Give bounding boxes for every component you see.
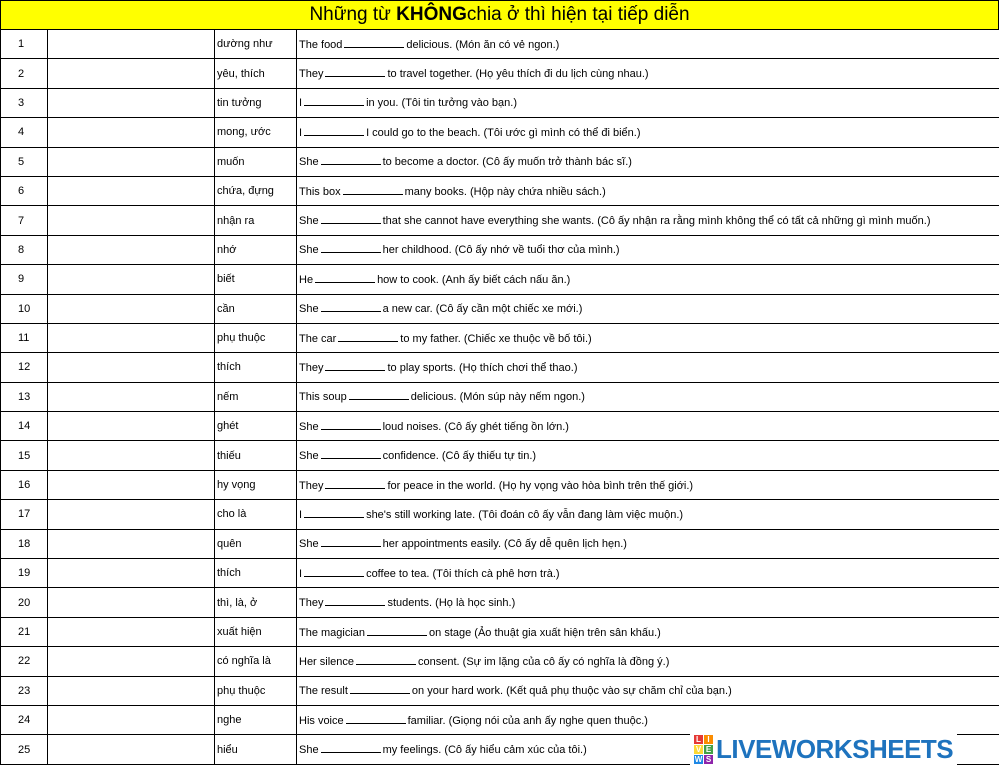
title-suffix: chia ở thì hiện tại tiếp diễn [466,4,690,25]
sentence-start: The result [299,685,348,698]
table-row [1,441,999,470]
table-row [1,676,999,705]
example-sentence [297,705,999,734]
vietnamese-meaning: phụ thuộc [215,676,297,705]
sentence-end: her childhood. (Cô ấy nhớ về tuổi thơ của mình.) [382,244,620,257]
table-row [1,705,999,734]
vietnamese-meaning: biết [215,265,297,294]
sentence-start: I [299,567,303,580]
sentence-blank [304,567,364,577]
sentence-end: delicious. (Món ăn có vẻ ngon.) [406,38,560,51]
vietnamese-meaning: thích [215,559,297,588]
row-number: 22 [1,647,48,676]
example-sentence [297,500,999,529]
logo-mark-cell: W [694,754,703,764]
row-number: 5 [1,147,48,176]
table-row [1,59,999,88]
sentence-end: confidence. (Cô ấy thiếu tự tin.) [382,450,537,463]
answer-input[interactable] [50,386,214,408]
answer-input[interactable] [50,63,214,85]
sentence-blank [321,743,381,753]
title-bold: KHÔNG [396,4,467,25]
answer-input[interactable] [50,151,214,173]
vietnamese-meaning: xuất hiện [215,617,297,646]
sentence-blank [321,302,381,312]
sentence-end: many books. (Hộp này chứa nhiều sách.) [404,185,606,198]
example-sentence [297,294,999,323]
sentence-end: on your hard work. (Kết quả phụ thuộc vào sự chăm chỉ của bạn.) [411,685,732,698]
sentence-end: on stage (Ảo thuật gia xuất hiện trên sân khấu.) [429,626,661,639]
table-row [1,206,999,235]
vietnamese-meaning: mong, ước [215,118,297,147]
sentence-end: my feelings. (Cô ấy hiểu cảm xúc của tôi.) [382,744,587,757]
answer-cell[interactable] [48,647,215,676]
row-number: 25 [1,735,48,764]
sentence-end: to play sports. (Họ thích chơi thể thao.) [387,361,578,374]
row-number: 6 [1,176,48,205]
row-number: 12 [1,353,48,382]
answer-input[interactable] [50,239,214,261]
vietnamese-meaning: nếm [215,382,297,411]
sentence-blank [321,420,381,430]
answer-input[interactable] [50,474,214,496]
row-number: 21 [1,617,48,646]
vietnamese-meaning: có nghĩa là [215,647,297,676]
answer-cell[interactable] [48,294,215,323]
row-number: 16 [1,470,48,499]
row-number: 4 [1,118,48,147]
sentence-blank [321,243,381,253]
sentence-end: I could go to the beach. (Tôi ước gì mình có thể đi biển.) [366,126,641,139]
answer-input[interactable] [50,268,214,290]
answer-cell[interactable] [48,588,215,617]
sentence-blank [325,596,385,606]
sentence-end: to become a doctor. (Cô ấy muốn trở thành bác sĩ.) [382,156,632,169]
row-number: 17 [1,500,48,529]
logo-mark-icon [694,735,713,764]
sentence-blank [344,38,404,48]
vietnamese-meaning: muốn [215,147,297,176]
sentence-start: I [299,97,303,110]
sentence-start: This soup [299,391,347,404]
vietnamese-meaning: chứa, đựng [215,176,297,205]
sentence-blank [304,126,364,136]
row-number: 15 [1,441,48,470]
sentence-blank [325,479,385,489]
example-sentence [297,118,999,147]
worksheet-title [0,0,999,30]
answer-cell[interactable] [48,88,215,117]
sentence-end: to travel together. (Họ yêu thích đi du lịch cùng nhau.) [387,68,649,81]
sentence-start: She [299,215,319,228]
answer-cell[interactable] [48,529,215,558]
row-number: 11 [1,323,48,352]
example-sentence [297,412,999,441]
vietnamese-meaning: nghe [215,705,297,734]
sentence-blank [350,684,410,694]
answer-cell[interactable] [48,176,215,205]
sentence-blank [321,537,381,547]
row-number: 23 [1,676,48,705]
example-sentence [297,529,999,558]
answer-input[interactable] [50,356,214,378]
example-sentence [297,588,999,617]
row-number: 20 [1,588,48,617]
row-number: 2 [1,59,48,88]
row-number: 19 [1,559,48,588]
table-row [1,176,999,205]
sentence-end: for peace in the world. (Họ hy vọng vào hòa bình trên thế giới.) [387,479,694,492]
sentence-start: She [299,244,319,257]
answer-input[interactable] [50,739,214,761]
answer-cell[interactable] [48,206,215,235]
answer-input[interactable] [50,415,214,437]
title-prefix: Những từ [309,4,391,25]
table-row [1,470,999,499]
sentence-blank [346,714,406,724]
sentence-end: that she cannot have everything she wants. (Cô ấy nhận ra rằng mình không thể có tất cả những gì mình muốn.) [382,215,931,228]
answer-cell[interactable] [48,235,215,264]
table-row [1,147,999,176]
vietnamese-meaning: yêu, thích [215,59,297,88]
answer-input[interactable] [50,327,214,349]
sentence-end: delicious. (Món súp này nếm ngon.) [410,391,585,404]
table-row [1,412,999,441]
vietnamese-meaning: phụ thuộc [215,323,297,352]
sentence-blank [325,361,385,371]
answer-input[interactable] [50,121,214,143]
sentence-start: The food [299,38,343,51]
row-number: 13 [1,382,48,411]
vietnamese-meaning: thích [215,353,297,382]
table-row [1,118,999,147]
answer-cell[interactable] [48,59,215,88]
logo-mark-cell: S [705,754,712,764]
sentence-start: He [299,273,314,286]
answer-input[interactable] [50,709,214,731]
sentence-blank [321,214,381,224]
example-sentence [297,176,999,205]
example-sentence [297,676,999,705]
sentence-start: She [299,744,319,757]
example-sentence [297,265,999,294]
example-sentence [297,88,999,117]
sentence-start: They [299,361,324,374]
table-row [1,647,999,676]
sentence-start: She [299,303,319,316]
liveworksheets-logo [690,733,957,765]
example-sentence [297,206,999,235]
sentence-start: I [299,126,303,139]
answer-cell[interactable] [48,441,215,470]
answer-input[interactable] [50,562,214,584]
sentence-start: She [299,420,319,433]
sentence-blank [343,185,403,195]
vietnamese-meaning: cho là [215,500,297,529]
answer-cell[interactable] [48,265,215,294]
row-number: 14 [1,412,48,441]
row-number: 10 [1,294,48,323]
answer-cell[interactable] [48,323,215,352]
sentence-start: They [299,68,324,81]
sentence-blank [304,508,364,518]
sentence-start: The car [299,332,337,345]
sentence-start: I [299,508,303,521]
table-row [1,294,999,323]
vietnamese-meaning: nhớ [215,235,297,264]
sentence-blank [304,96,364,106]
vietnamese-meaning: tin tưởng [215,88,297,117]
answer-cell[interactable] [48,353,215,382]
row-number: 7 [1,206,48,235]
logo-mark-cell: E [705,744,712,754]
table-row [1,617,999,646]
answer-cell[interactable] [48,118,215,147]
answer-input[interactable] [50,210,214,232]
sentence-end: students. (Họ là học sinh.) [387,597,516,610]
logo-text: LIVEWORKSHEETS [716,733,954,764]
example-sentence [297,382,999,411]
sentence-end: loud noises. (Cô ấy ghét tiếng ồn lớn.) [382,420,569,433]
answer-cell[interactable] [48,30,215,59]
answer-input[interactable] [50,592,214,614]
logo-mark-cell: V [695,744,702,754]
answer-input[interactable] [50,621,214,643]
vietnamese-meaning: ghét [215,412,297,441]
table-row [1,500,999,529]
vietnamese-meaning: dường như [215,30,297,59]
sentence-start: They [299,479,324,492]
sentence-start: She [299,450,319,463]
sentence-blank [321,449,381,459]
example-sentence [297,647,999,676]
logo-mark-cell: I [704,735,713,744]
table-row [1,559,999,588]
sentence-end: to my father. (Chiếc xe thuộc về bố tôi.) [400,332,592,345]
answer-input[interactable] [50,33,214,55]
answer-cell[interactable] [48,705,215,734]
sentence-blank [321,155,381,165]
sentence-blank [338,332,398,342]
answer-input[interactable] [50,650,214,672]
answer-cell[interactable] [48,500,215,529]
table-row [1,30,999,59]
sentence-blank [356,655,416,665]
vietnamese-meaning: thiếu [215,441,297,470]
example-sentence [297,59,999,88]
example-sentence [297,617,999,646]
sentence-end: familiar. (Giọng nói của anh ấy nghe quen thuộc.) [407,714,648,727]
sentence-start: The magician [299,626,366,639]
vietnamese-meaning: quên [215,529,297,558]
example-sentence [297,353,999,382]
answer-cell[interactable] [48,617,215,646]
sentence-blank [315,273,375,283]
answer-input[interactable] [50,92,214,114]
table-row [1,323,999,352]
sentence-end: how to cook. (Anh ấy biết cách nấu ăn.) [377,273,571,286]
vietnamese-meaning: hy vọng [215,470,297,499]
vietnamese-meaning: cần [215,294,297,323]
example-sentence [297,559,999,588]
table-row [1,529,999,558]
vietnamese-meaning: hiểu [215,735,297,764]
row-number: 9 [1,265,48,294]
sentence-end: she's still working late. (Tôi đoán cô ấy vẫn đang làm việc muộn.) [366,508,684,521]
answer-cell[interactable] [48,412,215,441]
vietnamese-meaning: thì, là, ở [215,588,297,617]
row-number: 18 [1,529,48,558]
sentence-end: coffee to tea. (Tôi thích cà phê hơn trà.) [366,567,560,580]
vietnamese-meaning: nhận ra [215,206,297,235]
table-row [1,382,999,411]
table-row [1,88,999,117]
row-number: 3 [1,88,48,117]
row-number: 1 [1,30,48,59]
example-sentence [297,147,999,176]
answer-cell[interactable] [48,559,215,588]
answer-input[interactable] [50,180,214,202]
table-row [1,353,999,382]
sentence-start: They [299,597,324,610]
answer-input[interactable] [50,503,214,525]
answer-cell[interactable] [48,382,215,411]
sentence-start: Her silence [299,655,355,668]
example-sentence [297,323,999,352]
sentence-blank [325,67,385,77]
logo-mark-cell: L [694,735,703,744]
sentence-end: consent. (Sự im lặng của cô ấy có nghĩa là đồng ý.) [418,655,670,668]
answer-input[interactable] [50,533,214,555]
sentence-start: This box [299,185,341,198]
table-row [1,588,999,617]
answer-cell[interactable] [48,676,215,705]
answer-input[interactable] [50,298,214,320]
example-sentence [297,235,999,264]
answer-input[interactable] [50,680,214,702]
answer-cell[interactable] [48,147,215,176]
answer-cell[interactable] [48,735,215,764]
row-number: 24 [1,705,48,734]
row-number: 8 [1,235,48,264]
table-row [1,235,999,264]
example-sentence [297,30,999,59]
example-sentence [297,441,999,470]
sentence-blank [349,390,409,400]
sentence-blank [367,626,427,636]
sentence-start: She [299,538,319,551]
answer-input[interactable] [50,445,214,467]
sentence-end: a new car. (Cô ấy cần một chiếc xe mới.) [382,303,583,316]
example-sentence [297,470,999,499]
table-row [1,265,999,294]
answer-cell[interactable] [48,470,215,499]
sentence-start: She [299,156,319,169]
sentence-end: her appointments easily. (Cô ấy dễ quên lịch hẹn.) [382,538,627,551]
sentence-start: His voice [299,714,344,727]
worksheet-table [0,29,999,765]
sentence-end: in you. (Tôi tin tưởng vào bạn.) [366,97,517,110]
